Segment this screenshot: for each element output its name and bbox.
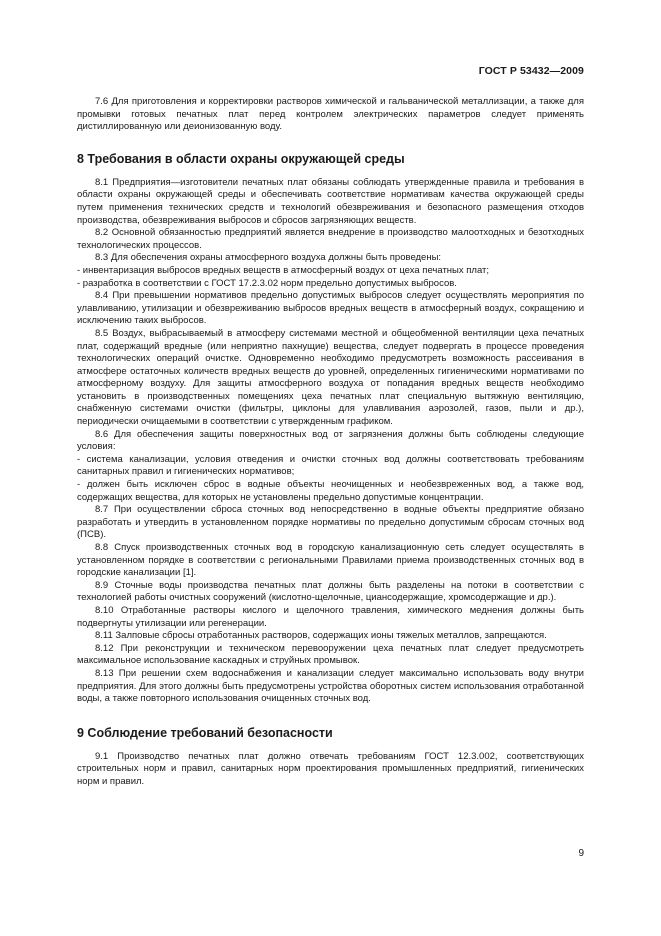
- paragraph-8-10: 8.10 Отработанные растворы кислого и щелочного травления, химического меднения должны быть подвергнуты утилизации или регенерации.: [77, 604, 584, 629]
- paragraph-8-8: 8.8 Спуск производственных сточных вод в городскую канализационную сеть следует осуществлять в установленном порядке в соответствии с региональными Правилами приема производственных сточных вод в городские канализации [1].: [77, 542, 584, 579]
- paragraph-7-6: 7.6 Для приготовления и корректировки растворов химической и гальванической металлизации, а также для промывки готовых печатных плат перед контролем электрических параметров следует применять дистиллированную или деионизованную воду.: [77, 96, 584, 133]
- paragraph-8-6: 8.6 Для обеспечения защиты поверхностных вод от загрязнения должны быть соблюдены следующие условия:: [77, 428, 584, 453]
- document-header: ГОСТ Р 53432—2009: [478, 65, 584, 77]
- paragraph-8-13: 8.13 При решении схем водоснабжения и канализации следует максимально использовать воду внутри предприятия. Для этого должны быть предусмотрены устройства оборотных систем использования отработанной воды, а также повторного использования очищенных сточных вод.: [77, 667, 584, 705]
- page-content: [77, 96, 584, 789]
- list-item: - разработка в соответствии с ГОСТ 17.2.3.02 норм предельно допустимых выбросов.: [77, 277, 457, 289]
- paragraph-8-12: 8.12 При реконструкции и техническом перевооружении цеха печатных плат следует предусмотреть максимальное использование каскадных и струйных промывок.: [77, 642, 584, 667]
- paragraph-8-3: 8.3 Для обеспечения охраны атмосферного воздуха должны быть проведены:: [95, 252, 442, 264]
- paragraph-8-1: 8.1 Предприятия—изготовители печатных плат обязаны соблюдать утвержденные правила и требования в области охраны окружающей среды и обеспечивать соответствие нормативам качества окружающей среды путем применения технических средств и технологий обезвреживания и безопасного размещения отходов производства, обезвреживания выбросов и сбросов загрязняющих веществ.: [77, 176, 584, 226]
- paragraph-8-11: 8.11 Залповые сбросы отработанных растворов, содержащих ионы тяжелых металлов, запрещаются.: [95, 630, 547, 642]
- list-item: - инвентаризация выбросов вредных веществ в атмосферный воздух от цеха печатных плат;: [77, 264, 490, 276]
- paragraph-8-4: 8.4 При превышении нормативов предельно допустимых выбросов следует осуществлять мероприятия по улавливанию, утилизации и обезвреживанию выбросов вредных веществ в атмосферный воздух, сокращению и исключению таких выбросов.: [77, 290, 584, 327]
- section-9-title: 9 Соблюдение требований безопасности: [77, 725, 333, 740]
- paragraph-8-9: 8.9 Сточные воды производства печатных плат должны быть разделены на потоки в соответствии с технологией работы очистных сооружений (кислотно-щелочные, циансодержащие, хромсодержащие и др.).: [77, 579, 584, 604]
- section-8-title: 8 Требования в области охраны окружающей среды: [77, 151, 405, 166]
- paragraph-9-1: 9.1 Производство печатных плат должно отвечать требованиям ГОСТ 12.3.002, соответствующих строительных норм и правил, санитарных норм проектирования промышленных предприятий, гигиенических норм и правил.: [77, 750, 584, 787]
- list-item: - система канализации, условия отведения и очистки сточных вод должны соответствовать требованиям санитарных правил и гигиенических нормативов;: [77, 453, 584, 478]
- paragraph-8-7: 8.7 При осуществлении сброса сточных вод непосредственно в водные объекты предприятие обязано разработать и утвердить в установленном порядке нормативы по предельно допустимым сбросам сточных вод (ПСВ).: [77, 504, 584, 541]
- paragraph-8-5: 8.5 Воздух, выбрасываемый в атмосферу системами местной и общеобменной вентиляции цеха печатных плат, содержащий вредные (или неприятно пахнущие) вещества, следует подвергать в процессе проведения технологических операций очистке. Одновременно необходимо предусмотреть возможность рассеивания в атмосфере остаточных количеств вредных веществ до уровней, определенных гигиеническими нормативами по атмосферному воздуху. Для защиты атмосферного воздуха от попадания вредных веществ необходимо установить в производственных помещениях цеха печатных плат специальную вытяжную вентиляцию, снабженную системами очистки (фильтры, циклоны для улавливания аэрозолей, газов, пыли и др.), периодически очищаемыми в соответствии с утвержденным графиком.: [77, 327, 584, 428]
- page-number: 9: [578, 848, 584, 859]
- paragraph-8-2: 8.2 Основной обязанностью предприятий является внедрение в производство малоотходных и безотходных технологических процессов.: [77, 227, 584, 251]
- list-item: - должен быть исключен сброс в водные объекты неочищенных и необезвреженных вод, а также вод, содержащих вещества, для которых не установлены предельно допустимые концентрации.: [77, 479, 584, 503]
